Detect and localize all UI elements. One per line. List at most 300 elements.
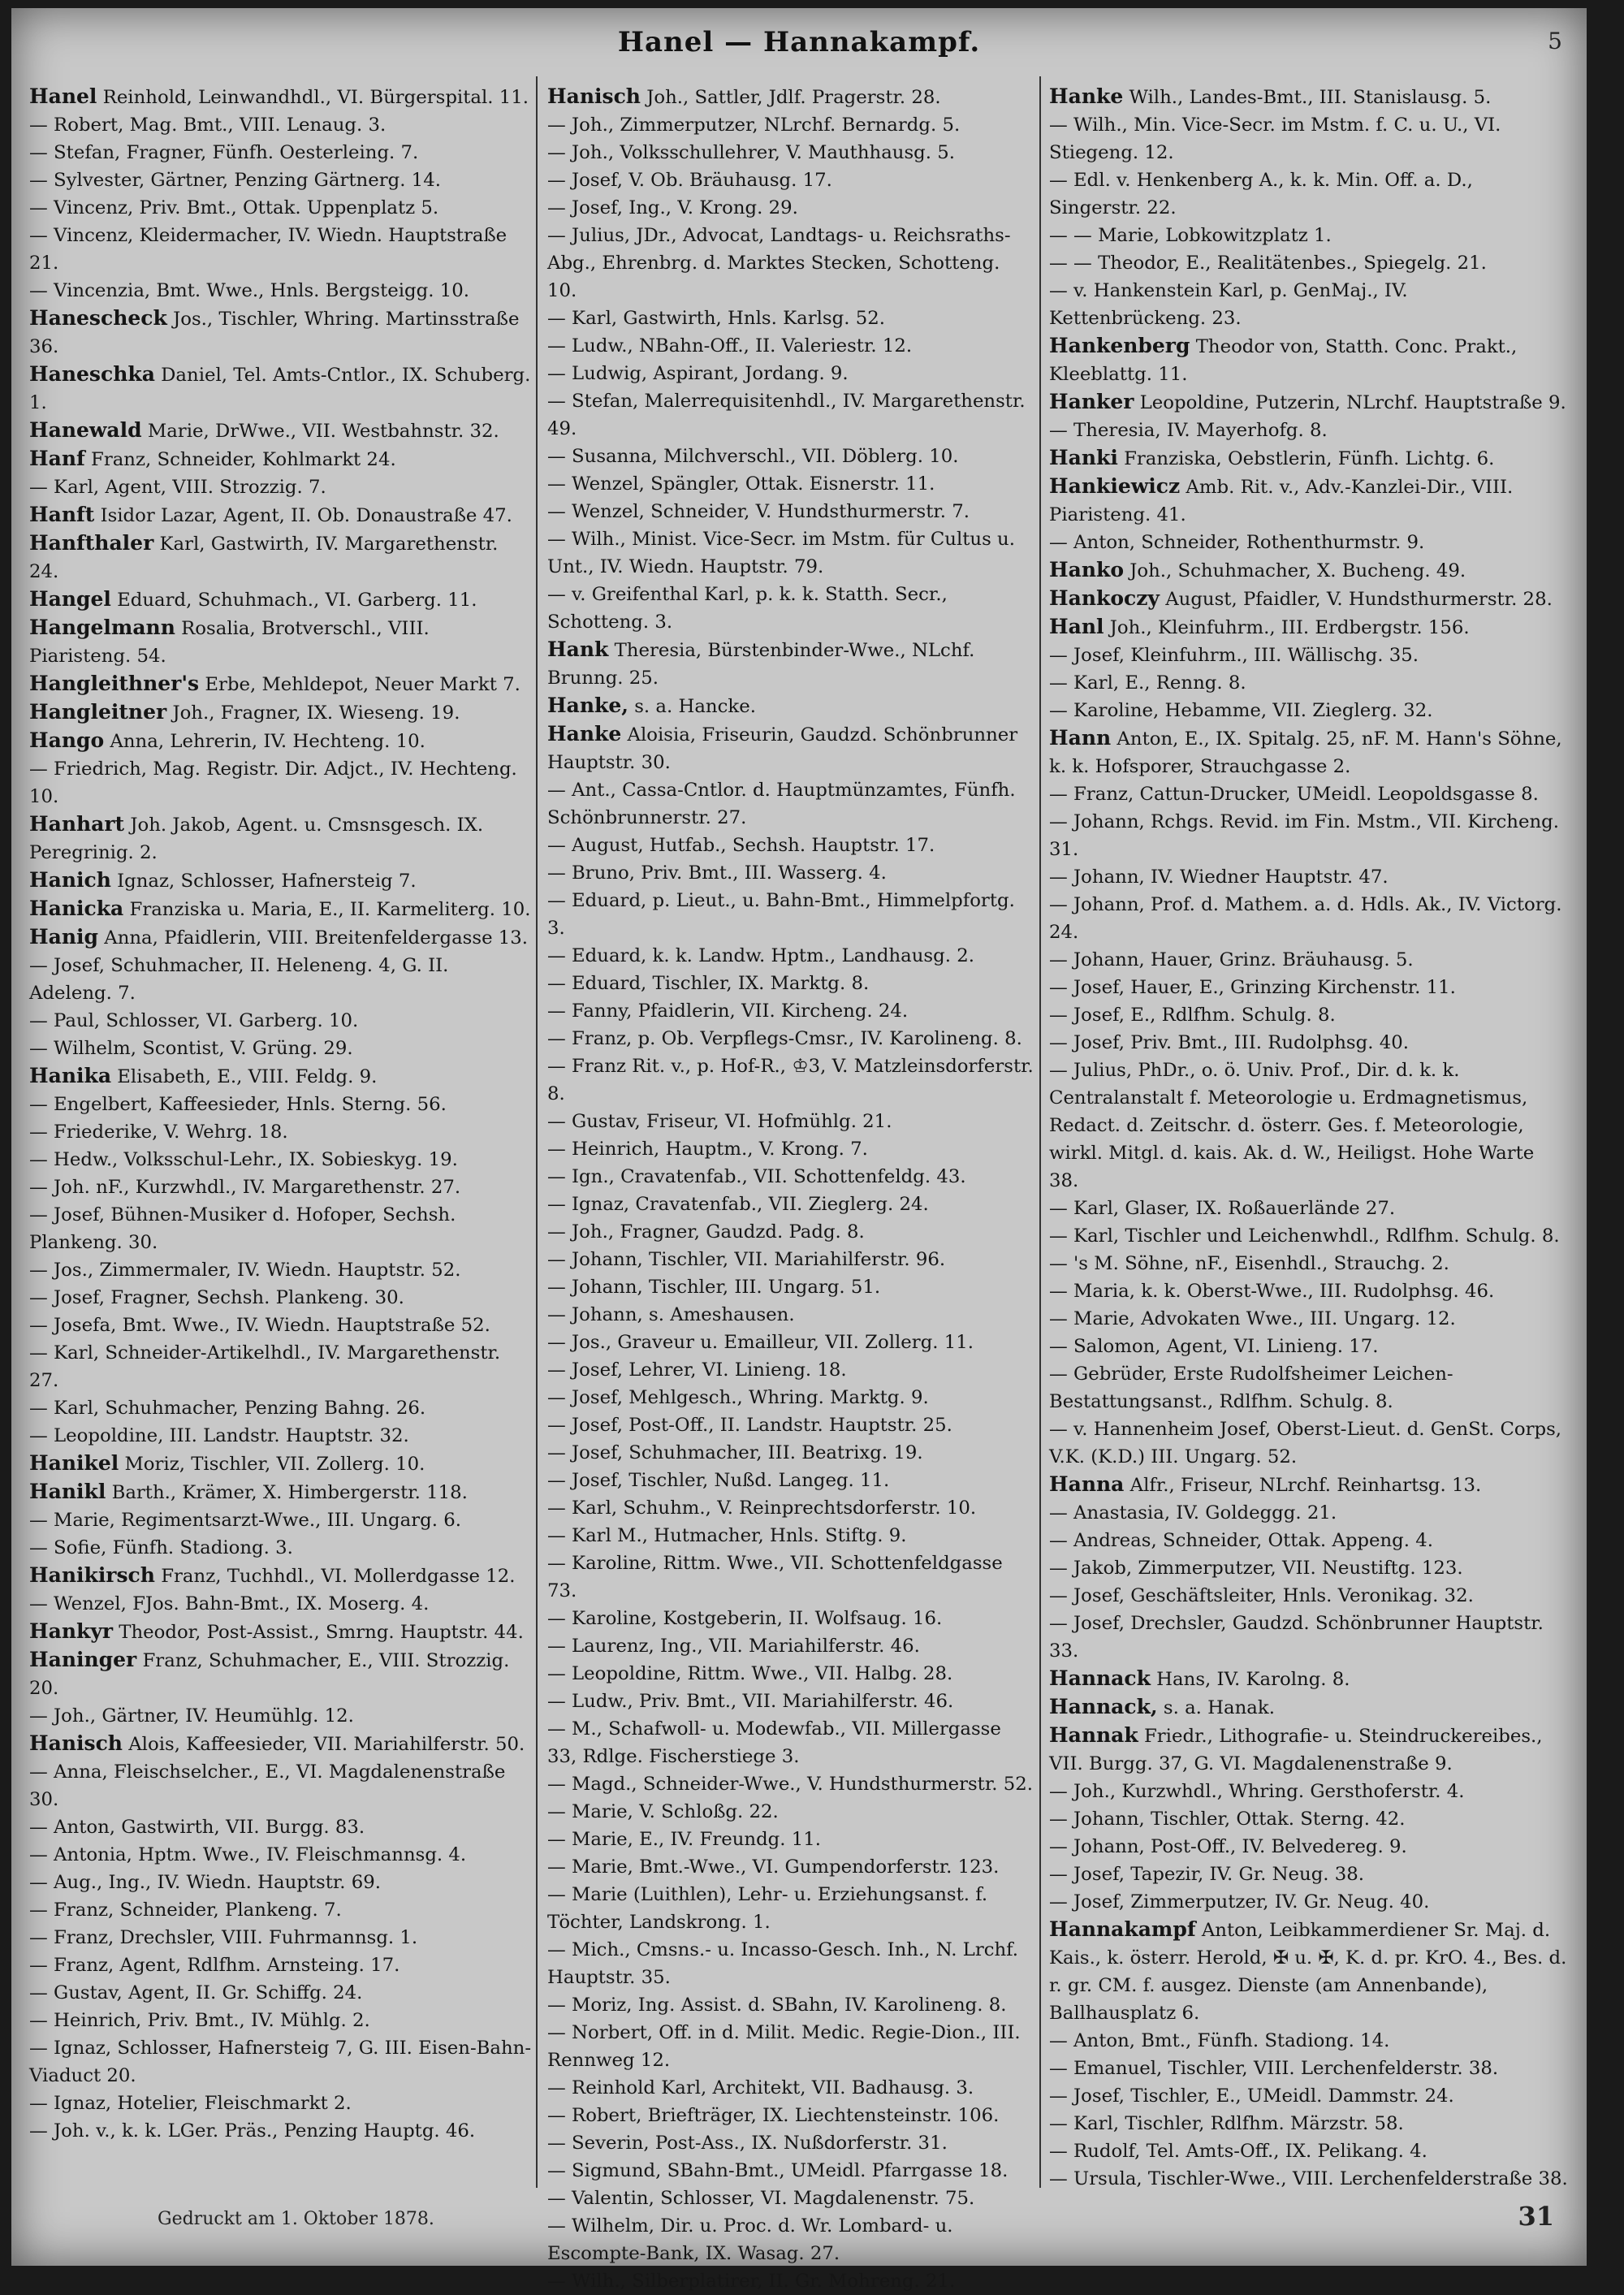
entry-details: Franz, Schneider, Kohlmarkt 24. — [91, 449, 396, 470]
directory-entry — [547, 139, 1034, 166]
entry-details: August, Pfaidler, V. Hundsthurmerstr. 28. — [1165, 589, 1553, 610]
entry-details: — Anton, Gastwirth, VII. Burgg. 83. — [29, 1817, 365, 1838]
entry-details: Theresia, Bürstenbinder-Wwe., NLchf. Brunng. 25. — [547, 640, 975, 689]
entry-details: Franziska, Oebstlerin, Fünfh. Lichtg. 6. — [1124, 448, 1495, 469]
entry-details: — Jos., Graveur u. Emailleur, VII. Zollerg. 11. — [547, 1332, 974, 1353]
directory-entry — [29, 1646, 533, 1702]
directory-entry — [29, 1450, 533, 1478]
directory-entry — [1049, 556, 1569, 585]
directory-entry — [29, 1173, 533, 1201]
entry-surname: Hangelmann — [29, 616, 175, 639]
directory-entry — [1049, 1610, 1569, 1665]
directory-entry — [29, 1256, 533, 1284]
entry-details: — Reinhold Karl, Architekt, VII. Badhausg. 3. — [547, 2077, 974, 2098]
entry-surname: Haninger — [29, 1648, 137, 1671]
directory-entry — [29, 1146, 533, 1173]
entry-details: — Karoline, Kostgeberin, II. Wolfsaug. 16. — [547, 1608, 943, 1629]
entry-details: — Maria, k. k. Oberst-Wwe., III. Rudolphsg. 46. — [1049, 1281, 1495, 1302]
entry-surname: Hanf — [29, 447, 85, 470]
directory-entry — [547, 1494, 1034, 1522]
entry-details: — Joh., Kurzwhdl., Whring. Gersthoferstr. 4. — [1049, 1781, 1465, 1802]
directory-entry — [29, 1951, 533, 1979]
directory-entry — [29, 1618, 533, 1646]
column-divider — [1039, 76, 1041, 2188]
directory-entry — [547, 305, 1034, 332]
entry-details: — Gebrüder, Erste Rudolfsheimer Leichen-Bestattungsanst., Rdlfhm. Schulg. 8. — [1049, 1364, 1453, 1412]
entry-details: Rosalia, Brotverschl., VIII. Piaristeng. 54. — [29, 618, 430, 667]
entry-details: — Ignaz, Schlosser, Hafnersteig 7, G. III. Eisen-Bahn-Viaduct 20. — [29, 2038, 532, 2086]
directory-entry — [29, 1201, 533, 1256]
directory-entry — [29, 867, 533, 895]
directory-entry — [29, 586, 533, 614]
entry-details: — Emanuel, Tischler, VIII. Lerchenfelderstr. 38. — [1049, 2058, 1499, 2079]
directory-entry — [1049, 2165, 1569, 2193]
entry-surname: Hanescheck — [29, 306, 167, 330]
directory-entry — [547, 332, 1034, 360]
entry-surname: Hankiewicz — [1049, 474, 1181, 498]
entry-details: — Valentin, Schlosser, VI. Magdalenenstr. 75. — [547, 2188, 975, 2209]
directory-entry — [547, 832, 1034, 859]
directory-entry — [547, 1052, 1034, 1108]
directory-entry — [29, 166, 533, 194]
directory-entry — [29, 727, 533, 755]
entry-surname: Hankyr — [29, 1619, 114, 1643]
entry-surname: Hanko — [1049, 558, 1124, 581]
entry-details: — Johann, Hauer, Grinz. Bräuhausg. 5. — [1049, 949, 1414, 970]
directory-entry — [29, 1534, 533, 1562]
entry-surname: Hanhart — [29, 812, 125, 836]
directory-entry — [547, 1329, 1034, 1356]
directory-entry — [29, 2117, 533, 2145]
directory-entry — [29, 139, 533, 166]
entry-details: — Edl. v. Henkenberg A., k. k. Min. Off. a. D., Singerstr. 22. — [1049, 170, 1473, 218]
entry-details: — Ignaz, Hotelier, Fleischmarkt 2. — [29, 2093, 352, 2114]
directory-entry — [1049, 388, 1569, 417]
entry-details: — Heinrich, Priv. Bmt., IV. Mühlg. 2. — [29, 2010, 370, 2031]
entry-details: — Rudolf, Tel. Amts-Off., IX. Pelikang. 4. — [1049, 2141, 1427, 2162]
entry-details: — Karl, Tischler, Rdlfhm. Märzstr. 58. — [1049, 2113, 1404, 2134]
entry-details: — Karl, Schneider-Artikelhdl., IV. Margarethenstr. 27. — [29, 1342, 501, 1391]
directory-entry — [29, 194, 533, 222]
print-date-note: Gedruckt am 1. Oktober 1878. — [158, 2209, 434, 2229]
entry-details: — Johann, Tischler, VII. Mariahilferstr. 96. — [547, 1249, 946, 1270]
entry-details: — Josef, Drechsler, Gaudzd. Schönbrunner Hauptstr. 33. — [1049, 1613, 1544, 1662]
directory-entry — [547, 1688, 1034, 1715]
directory-entry — [29, 1284, 533, 1312]
entry-details: Anna, Pfaidlerin, VIII. Breitenfeldergasse 13. — [104, 927, 529, 949]
entry-details: Franziska u. Maria, E., II. Karmeliterg. 10. — [129, 899, 531, 920]
entry-details: — Johann, Tischler, Ottak. Sterng. 42. — [1049, 1809, 1406, 1830]
directory-entry — [29, 83, 533, 111]
directory-entry — [29, 501, 533, 529]
entry-details: — Marie, Advokaten Wwe., III. Ungarg. 12. — [1049, 1308, 1456, 1329]
entry-details: — Ign., Cravatenfab., VII. Schottenfeldg. 43. — [547, 1166, 966, 1187]
entry-details: Joh., Fragner, IX. Wieseng. 19. — [172, 702, 460, 724]
entry-surname: Hanisch — [547, 84, 641, 108]
directory-entry — [1049, 724, 1569, 780]
entry-details: — Julius, JDr., Advocat, Landtags- u. Reichsraths-Abg., Ehrenbrg. d. Marktes Stecken, Schotteng. 10. — [547, 225, 1011, 301]
directory-entry — [1049, 669, 1569, 697]
entry-details: — v. Hankenstein Karl, p. GenMaj., IV. Kettenbrückeng. 23. — [1049, 280, 1408, 329]
directory-entry — [29, 1035, 533, 1062]
directory-entry — [29, 1869, 533, 1896]
entry-details: — Josef, Tischler, Nußd. Langeg. 11. — [547, 1470, 890, 1491]
entry-surname: Hanich — [29, 868, 111, 892]
entry-details: — Marie, Bmt.-Wwe., VI. Gumpendorferstr. 123. — [547, 1856, 1000, 1878]
entry-details: Marie, DrWwe., VII. Westbahnstr. 32. — [147, 421, 499, 442]
entry-details: Joh. Jakob, Agent. u. Cmsnsgesch. IX. Peregrinig. 2. — [29, 815, 484, 863]
directory-entry — [547, 1936, 1034, 1991]
entry-details: — M., Schafwoll- u. Modewfab., VII. Millergasse 33, Rdlge. Fischerstiege 3. — [547, 1718, 1001, 1767]
directory-entry — [29, 2007, 533, 2034]
directory-entry — [547, 360, 1034, 387]
directory-entry — [547, 887, 1034, 942]
entry-details: — Josef, Schuhmacher, III. Beatrixg. 19. — [547, 1442, 923, 1463]
directory-entry — [1049, 613, 1569, 642]
entry-details: — Eduard, Tischler, IX. Marktg. 8. — [547, 973, 870, 994]
entry-details: Anton, E., IX. Spitalg. 25, nF. M. Hann's Söhne, k. k. Hofsporer, Strauchgasse 2. — [1049, 728, 1562, 777]
directory-entry — [1049, 83, 1569, 111]
directory-entry — [29, 1091, 533, 1118]
entry-details: — Ignaz, Cravatenfab., VII. Zieglerg. 24. — [547, 1194, 929, 1215]
directory-entry — [547, 2074, 1034, 2102]
directory-entry — [1049, 1665, 1569, 1693]
directory-entry — [547, 1191, 1034, 1218]
entry-details: Barth., Krämer, X. Himbergerstr. 118. — [111, 1482, 468, 1503]
entry-details: — Josefa, Bmt. Wwe., IV. Wiedn. Hauptstraße 52. — [29, 1315, 490, 1336]
entry-details: — Robert, Briefträger, IX. Liechtensteinstr. 106. — [547, 2105, 1000, 2126]
directory-entry — [1049, 1582, 1569, 1610]
directory-entry — [29, 698, 533, 727]
directory-entry — [1049, 529, 1569, 556]
directory-entry — [1049, 863, 1569, 891]
entry-details: — Franz, Drechsler, VIII. Fuhrmannsg. 1. — [29, 1927, 418, 1948]
entry-details: — Eduard, p. Lieut., u. Bahn-Bmt., Himmelpfortg. 3. — [547, 890, 1015, 939]
directory-entry — [1049, 808, 1569, 863]
directory-entry — [547, 692, 1034, 720]
directory-entry — [547, 1632, 1034, 1660]
directory-entry — [1049, 1499, 1569, 1527]
directory-entry — [29, 895, 533, 923]
entry-details: — Wilh., Silberplatirer, II. Gr. Mohreng. 21. — [547, 2271, 956, 2292]
directory-entry — [29, 1730, 533, 1758]
directory-entry — [547, 1218, 1034, 1246]
entry-surname: Hannack — [1049, 1666, 1151, 1690]
entry-details: — — Theodor, E., Realitätenbes., Spiegelg. 21. — [1049, 253, 1487, 274]
running-head: Hanel — Hannakampf. — [617, 26, 981, 58]
entry-details: — Joh., Gärtner, IV. Heumühlg. 12. — [29, 1705, 354, 1727]
entry-details: — Moriz, Ing. Assist. d. SBahn, IV. Karolineng. 8. — [547, 1995, 1007, 2016]
entry-details: — Wilh., Minist. Vice-Secr. im Mstm. für Cultus u. Unt., IV. Wiedn. Hauptstr. 79. — [547, 529, 1015, 577]
entry-details: — Joh. nF., Kurzwhdl., IV. Margarethenstr. 27. — [29, 1177, 461, 1198]
directory-entry — [547, 1522, 1034, 1549]
entry-details: — Karl, Gastwirth, Hnls. Karlsg. 52. — [547, 308, 885, 329]
directory-entry — [547, 525, 1034, 581]
directory-entry — [547, 222, 1034, 305]
directory-entry — [29, 2034, 533, 2090]
directory-entry — [1049, 697, 1569, 724]
entry-details: — v. Hannenheim Josef, Oberst-Lieut. d. GenSt. Corps, V.K. (K.D.) III. Ungarg. 52. — [1049, 1419, 1562, 1467]
directory-entry — [547, 1163, 1034, 1191]
directory-entry — [1049, 444, 1569, 473]
directory-entry — [29, 1062, 533, 1091]
directory-entry — [1049, 1305, 1569, 1333]
directory-entry — [547, 1605, 1034, 1632]
directory-entry — [547, 1660, 1034, 1688]
directory-entry — [1049, 946, 1569, 974]
directory-entry — [1049, 974, 1569, 1001]
entry-details: Theodor, Post-Assist., Smrng. Hauptstr. 44. — [119, 1622, 524, 1643]
entry-details: — Marie, Regimentsarzt-Wwe., III. Ungarg. 6. — [29, 1510, 461, 1531]
entry-details: — Anna, Fleischselcher., E., VI. Magdalenenstraße 30. — [29, 1761, 506, 1810]
entry-details: — Stefan, Fragner, Fünfh. Oesterleing. 7. — [29, 142, 419, 163]
entry-details: — Andreas, Schneider, Ottak. Appeng. 4. — [1049, 1530, 1434, 1551]
entry-details: Aloisia, Friseurin, Gaudzd. Schönbrunner Hauptstr. 30. — [547, 724, 1018, 773]
entry-details: — Vincenz, Kleidermacher, IV. Wiedn. Hauptstraße 21. — [29, 225, 508, 274]
entry-details: — Ursula, Tischler-Wwe., VIII. Lerchenfelderstraße 38. — [1049, 2168, 1568, 2189]
entry-details: — Paul, Schlosser, VI. Garberg. 10. — [29, 1010, 359, 1031]
directory-entry — [547, 2267, 1034, 2295]
entry-surname: Hankenberg — [1049, 334, 1190, 357]
entry-surname: Hangel — [29, 587, 111, 611]
entry-details: Eduard, Schuhmach., VI. Garberg. 11. — [117, 590, 477, 611]
directory-entry — [547, 776, 1034, 832]
entry-surname: Hango — [29, 728, 105, 752]
directory-entry — [1049, 2082, 1569, 2110]
directory-entry — [29, 1590, 533, 1618]
entry-details: — Wenzel, Spängler, Ottak. Eisnerstr. 11. — [547, 473, 935, 495]
directory-entry — [547, 1826, 1034, 1853]
directory-entry — [29, 222, 533, 277]
directory-entry — [29, 1118, 533, 1146]
entry-details: — Josef, Zimmerputzer, IV. Gr. Neug. 40. — [1049, 1891, 1430, 1912]
entry-details: — Sigmund, SBahn-Bmt., UMeidl. Pfarrgasse 18. — [547, 2160, 1009, 2181]
directory-entry — [1049, 332, 1569, 388]
entry-details: — Wilhelm, Dir. u. Proc. d. Wr. Lombard- u. Escompte-Bank, IX. Wasag. 27. — [547, 2215, 953, 2264]
entry-details: — Anton, Schneider, Rothenthurmstr. 9. — [1049, 532, 1425, 553]
entry-details: — Fanny, Pfaidlerin, VII. Kircheng. 24. — [547, 1001, 909, 1022]
directory-entry — [1049, 1693, 1569, 1722]
entry-details: — Anton, Bmt., Fünfh. Stadiong. 14. — [1049, 2030, 1390, 2051]
directory-entry — [547, 997, 1034, 1025]
entry-details: — Josef, E., Rdlfhm. Schulg. 8. — [1049, 1005, 1336, 1026]
entry-surname: Hanfthaler — [29, 531, 154, 555]
directory-entry — [547, 1356, 1034, 1384]
entry-details: Wilh., Landes-Bmt., III. Stanislausg. 5. — [1129, 87, 1492, 108]
entry-details: — Josef, Bühnen-Musiker d. Hofoper, Sechsh. Plankeng. 30. — [29, 1204, 456, 1253]
entry-details: — Franz, Agent, Rdlfhm. Arnsteing. 17. — [29, 1955, 400, 1976]
entry-details: — Salomon, Agent, VI. Linieng. 17. — [1049, 1336, 1379, 1357]
entry-details: s. a. Hancke. — [634, 696, 756, 717]
directory-entry — [1049, 277, 1569, 332]
directory-entry — [1049, 249, 1569, 277]
directory-entry — [1049, 1415, 1569, 1471]
directory-entry — [29, 1813, 533, 1841]
directory-entry — [29, 1422, 533, 1450]
directory-entry — [29, 1979, 533, 2007]
directory-entry — [29, 529, 533, 586]
directory-entry — [29, 1339, 533, 1394]
entry-details: Erbe, Mehldepot, Neuer Markt 7. — [205, 674, 520, 695]
entry-details: — Hedw., Volksschul-Lehr., IX. Sobieskyg. 19. — [29, 1149, 458, 1170]
entry-surname: Hann — [1049, 726, 1112, 750]
entry-details: — Gustav, Friseur, VI. Hofmühlg. 21. — [547, 1111, 892, 1132]
entry-details: Franz, Schuhmacher, E., VIII. Strozzig. 20. — [29, 1650, 510, 1699]
entry-surname: Hanikl — [29, 1480, 106, 1503]
entry-details: — Wenzel, FJos. Bahn-Bmt., IX. Moserg. 4. — [29, 1593, 430, 1614]
directory-entry — [547, 1881, 1034, 1936]
column-2 — [547, 83, 1034, 2292]
entry-surname: Hanna — [1049, 1472, 1125, 1496]
entry-details: Amb. Rit. v., Adv.-Kanzlei-Dir., VIII. Piaristeng. 41. — [1049, 477, 1514, 525]
entry-details: — Jos., Zimmermaler, IV. Wiedn. Hauptstr. 52. — [29, 1260, 461, 1281]
directory-entry — [547, 942, 1034, 970]
entry-details: — Eduard, k. k. Landw. Hptm., Landhausg. 2. — [547, 945, 974, 966]
entry-details: — Josef, Priv. Bmt., III. Rudolphsg. 40. — [1049, 1032, 1409, 1053]
entry-surname: Hanki — [1049, 446, 1118, 469]
entry-details: — Joh. v., k. k. LGer. Präs., Penzing Hauptg. 46. — [29, 2120, 476, 2142]
entry-details: — Johann, Prof. d. Mathem. a. d. Hdls. Ak., IV. Victorg. 24. — [1049, 894, 1562, 943]
entry-surname: Hank — [547, 638, 609, 661]
entry-details: — Ludw., Priv. Bmt., VII. Mariahilferstr. 46. — [547, 1691, 954, 1712]
entry-details: Friedr., Lithografie- u. Steindruckereibes., VII. Burgg. 37, G. VI. Magdalenenstraße 9. — [1049, 1726, 1543, 1774]
entry-details: — Karl, Tischler und Leichenwhdl., Rdlfhm. Schulg. 8. — [1049, 1225, 1560, 1247]
entry-details: — August, Hutfab., Sechsh. Hauptstr. 17. — [547, 835, 935, 856]
directory-entry — [1049, 1222, 1569, 1250]
sheet-number: 31 — [1518, 2201, 1554, 2232]
entry-details: Joh., Kleinfuhrm., III. Erdbergstr. 156. — [1109, 617, 1470, 638]
entry-details: — Josef, Ing., V. Krong. 29. — [547, 197, 798, 218]
directory-entry — [1049, 1250, 1569, 1277]
directory-entry — [547, 1853, 1034, 1881]
entry-details: — Karoline, Hebamme, VII. Zieglerg. 32. — [1049, 700, 1433, 721]
entry-details: Isidor Lazar, Agent, II. Ob. Donaustraße 47. — [100, 505, 512, 526]
entry-details: — Robert, Mag. Bmt., VIII. Lenaug. 3. — [29, 115, 387, 136]
directory-entry — [547, 581, 1034, 636]
directory-entry — [547, 111, 1034, 139]
entry-details: — Marie (Luithlen), Lehr- u. Erziehungsanst. f. Töchter, Landskrong. 1. — [547, 1884, 988, 1933]
directory-entry — [29, 277, 533, 305]
entry-details: Reinhold, Leinwandhdl., VI. Bürgerspital. 11. — [102, 87, 529, 108]
entry-details: — Aug., Ing., IV. Wiedn. Hauptstr. 69. — [29, 1872, 382, 1893]
entry-details: — Bruno, Priv. Bmt., III. Wasserg. 4. — [547, 862, 887, 884]
entry-details: — Laurenz, Ing., VII. Mariahilferstr. 46. — [547, 1636, 920, 1657]
directory-entry — [1049, 891, 1569, 946]
entry-details: — Josef, Hauer, E., Grinzing Kirchenstr. 11. — [1049, 977, 1456, 998]
directory-entry — [547, 1108, 1034, 1135]
entry-details: Joh., Sattler, Jdlf. Pragerstr. 28. — [646, 87, 941, 108]
entry-details: — Susanna, Milchverschl., VII. Döblerg. 10. — [547, 446, 959, 467]
directory-entry — [29, 755, 533, 810]
entry-details: — Josef, Post-Off., II. Landstr. Hauptstr. 25. — [547, 1415, 952, 1436]
directory-entry — [547, 1549, 1034, 1605]
entry-details: — Mich., Cmsns.- u. Incasso-Gesch. Inh., N. Lrchf. Hauptstr. 35. — [547, 1939, 1019, 1988]
directory-entry — [1049, 2055, 1569, 2082]
entry-surname: Hankoczy — [1049, 586, 1160, 610]
entry-details: — Julius, PhDr., o. ö. Univ. Prof., Dir. d. k. k. Centralanstalt f. Meteorologie u. Erdmagnetismus, Redact. d. Zeitschr. d. österr. Ges. f. Meteorologie, wirkl. Mitgl. d. kais. Ak. d. W., Heiligst. Hohe Warte 38. — [1049, 1060, 1535, 1191]
directory-entry — [1049, 2110, 1569, 2137]
entry-details: Theodor von, Statth. Conc. Prakt., Kleeblattg. 11. — [1049, 336, 1518, 385]
directory-entry — [29, 1758, 533, 1813]
entry-details: Karl, Gastwirth, IV. Margarethenstr. 24. — [29, 534, 499, 582]
directory-entry — [547, 2129, 1034, 2157]
directory-entry — [547, 387, 1034, 443]
directory-entry — [547, 1411, 1034, 1439]
entry-details: — Franz Rit. v., p. Hof-R., ♔3, V. Matzleinsdorferstr. 8. — [547, 1056, 1034, 1104]
directory-entry — [547, 470, 1034, 498]
entry-surname: Hanft — [29, 503, 95, 526]
entry-surname: Hanikel — [29, 1451, 119, 1475]
directory-entry — [547, 1467, 1034, 1494]
directory-entry — [1049, 780, 1569, 808]
entry-details: — Joh., Zimmerputzer, NLrchf. Bernardg. 5. — [547, 115, 961, 136]
directory-entry — [29, 445, 533, 473]
entry-details: Franz, Tuchhdl., VI. Mollerdgasse 12. — [161, 1566, 516, 1587]
entry-surname: Hannakampf — [1049, 1917, 1196, 1941]
entry-details: — Theresia, IV. Mayerhofg. 8. — [1049, 420, 1328, 441]
directory-entry — [1049, 166, 1569, 222]
directory-entry — [1049, 1778, 1569, 1805]
entry-details: — Josef, Kleinfuhrm., III. Wällischg. 35. — [1049, 645, 1419, 666]
directory-entry — [1049, 1360, 1569, 1415]
entry-details: — Heinrich, Hauptm., V. Krong. 7. — [547, 1139, 868, 1160]
entry-details: Joh., Schuhmacher, X. Bucheng. 49. — [1129, 560, 1466, 581]
column-divider — [536, 76, 538, 2188]
entry-details: — Wenzel, Schneider, V. Hundsthurmerstr. 7. — [547, 501, 970, 522]
directory-entry — [1049, 585, 1569, 613]
directory-entry — [1049, 2027, 1569, 2055]
entry-details: — Johann, s. Ameshausen. — [547, 1304, 795, 1325]
entry-details: — Stefan, Malerrequisitenhdl., IV. Margarethenstr. 49. — [547, 391, 1026, 439]
entry-surname: Hanke — [547, 722, 622, 746]
entry-details: — Josef, Tischler, E., UMeidl. Dammstr. 24. — [1049, 2085, 1454, 2107]
entry-details: — Karoline, Rittm. Wwe., VII. Schottenfeldgasse 73. — [547, 1553, 1003, 1601]
entry-details: — 's M. Söhne, nF., Eisenhdl., Strauchg. 2. — [1049, 1253, 1449, 1274]
entry-details: — Josef, Lehrer, VI. Linieng. 18. — [547, 1359, 847, 1381]
entry-details: — v. Greifenthal Karl, p. k. k. Statth. Secr., Schotteng. 3. — [547, 584, 948, 633]
directory-entry — [29, 1702, 533, 1730]
entry-details: — Franz, p. Ob. Verpflegs-Cmsr., IV. Karolineng. 8. — [547, 1028, 1022, 1049]
directory-entry — [29, 305, 533, 361]
directory-entry — [29, 473, 533, 501]
entry-details: Ignaz, Schlosser, Hafnersteig 7. — [117, 871, 417, 892]
directory-entry — [547, 636, 1034, 692]
column-3 — [1049, 83, 1569, 2189]
directory-entry — [29, 614, 533, 670]
entry-details: — Friederike, V. Wehrg. 18. — [29, 1122, 288, 1143]
entry-surname: Haneschka — [29, 362, 155, 386]
entry-details: — Josef, Fragner, Sechsh. Plankeng. 30. — [29, 1287, 404, 1308]
directory-entry — [1049, 1001, 1569, 1029]
directory-entry — [547, 1135, 1034, 1163]
directory-entry — [547, 1384, 1034, 1411]
entry-details: Leopoldine, Putzerin, NLrchf. Hauptstraße 9. — [1139, 392, 1566, 413]
entry-details: — Wilh., Min. Vice-Secr. im Mstm. f. C. u. U., VI. Stiegeng. 12. — [1049, 115, 1501, 163]
entry-details: — Karl, E., Renng. 8. — [1049, 672, 1246, 694]
entry-details: — Vincenzia, Bmt. Wwe., Hnls. Bergsteigg. 10. — [29, 280, 469, 301]
entry-details: — Sylvester, Gärtner, Penzing Gärtnerg. 14. — [29, 170, 441, 191]
directory-entry — [547, 194, 1034, 222]
entry-surname: Hangleithner's — [29, 672, 200, 695]
page-number: 5 — [1548, 28, 1562, 54]
directory-page — [11, 8, 1587, 2292]
directory-entry — [547, 2019, 1034, 2074]
directory-entry — [547, 83, 1034, 111]
entry-details: — Karl, Schuhm., V. Reinprechtsdorferstr. 10. — [547, 1498, 977, 1519]
directory-entry — [547, 720, 1034, 776]
directory-entry — [1049, 1195, 1569, 1222]
directory-entry — [29, 2090, 533, 2117]
